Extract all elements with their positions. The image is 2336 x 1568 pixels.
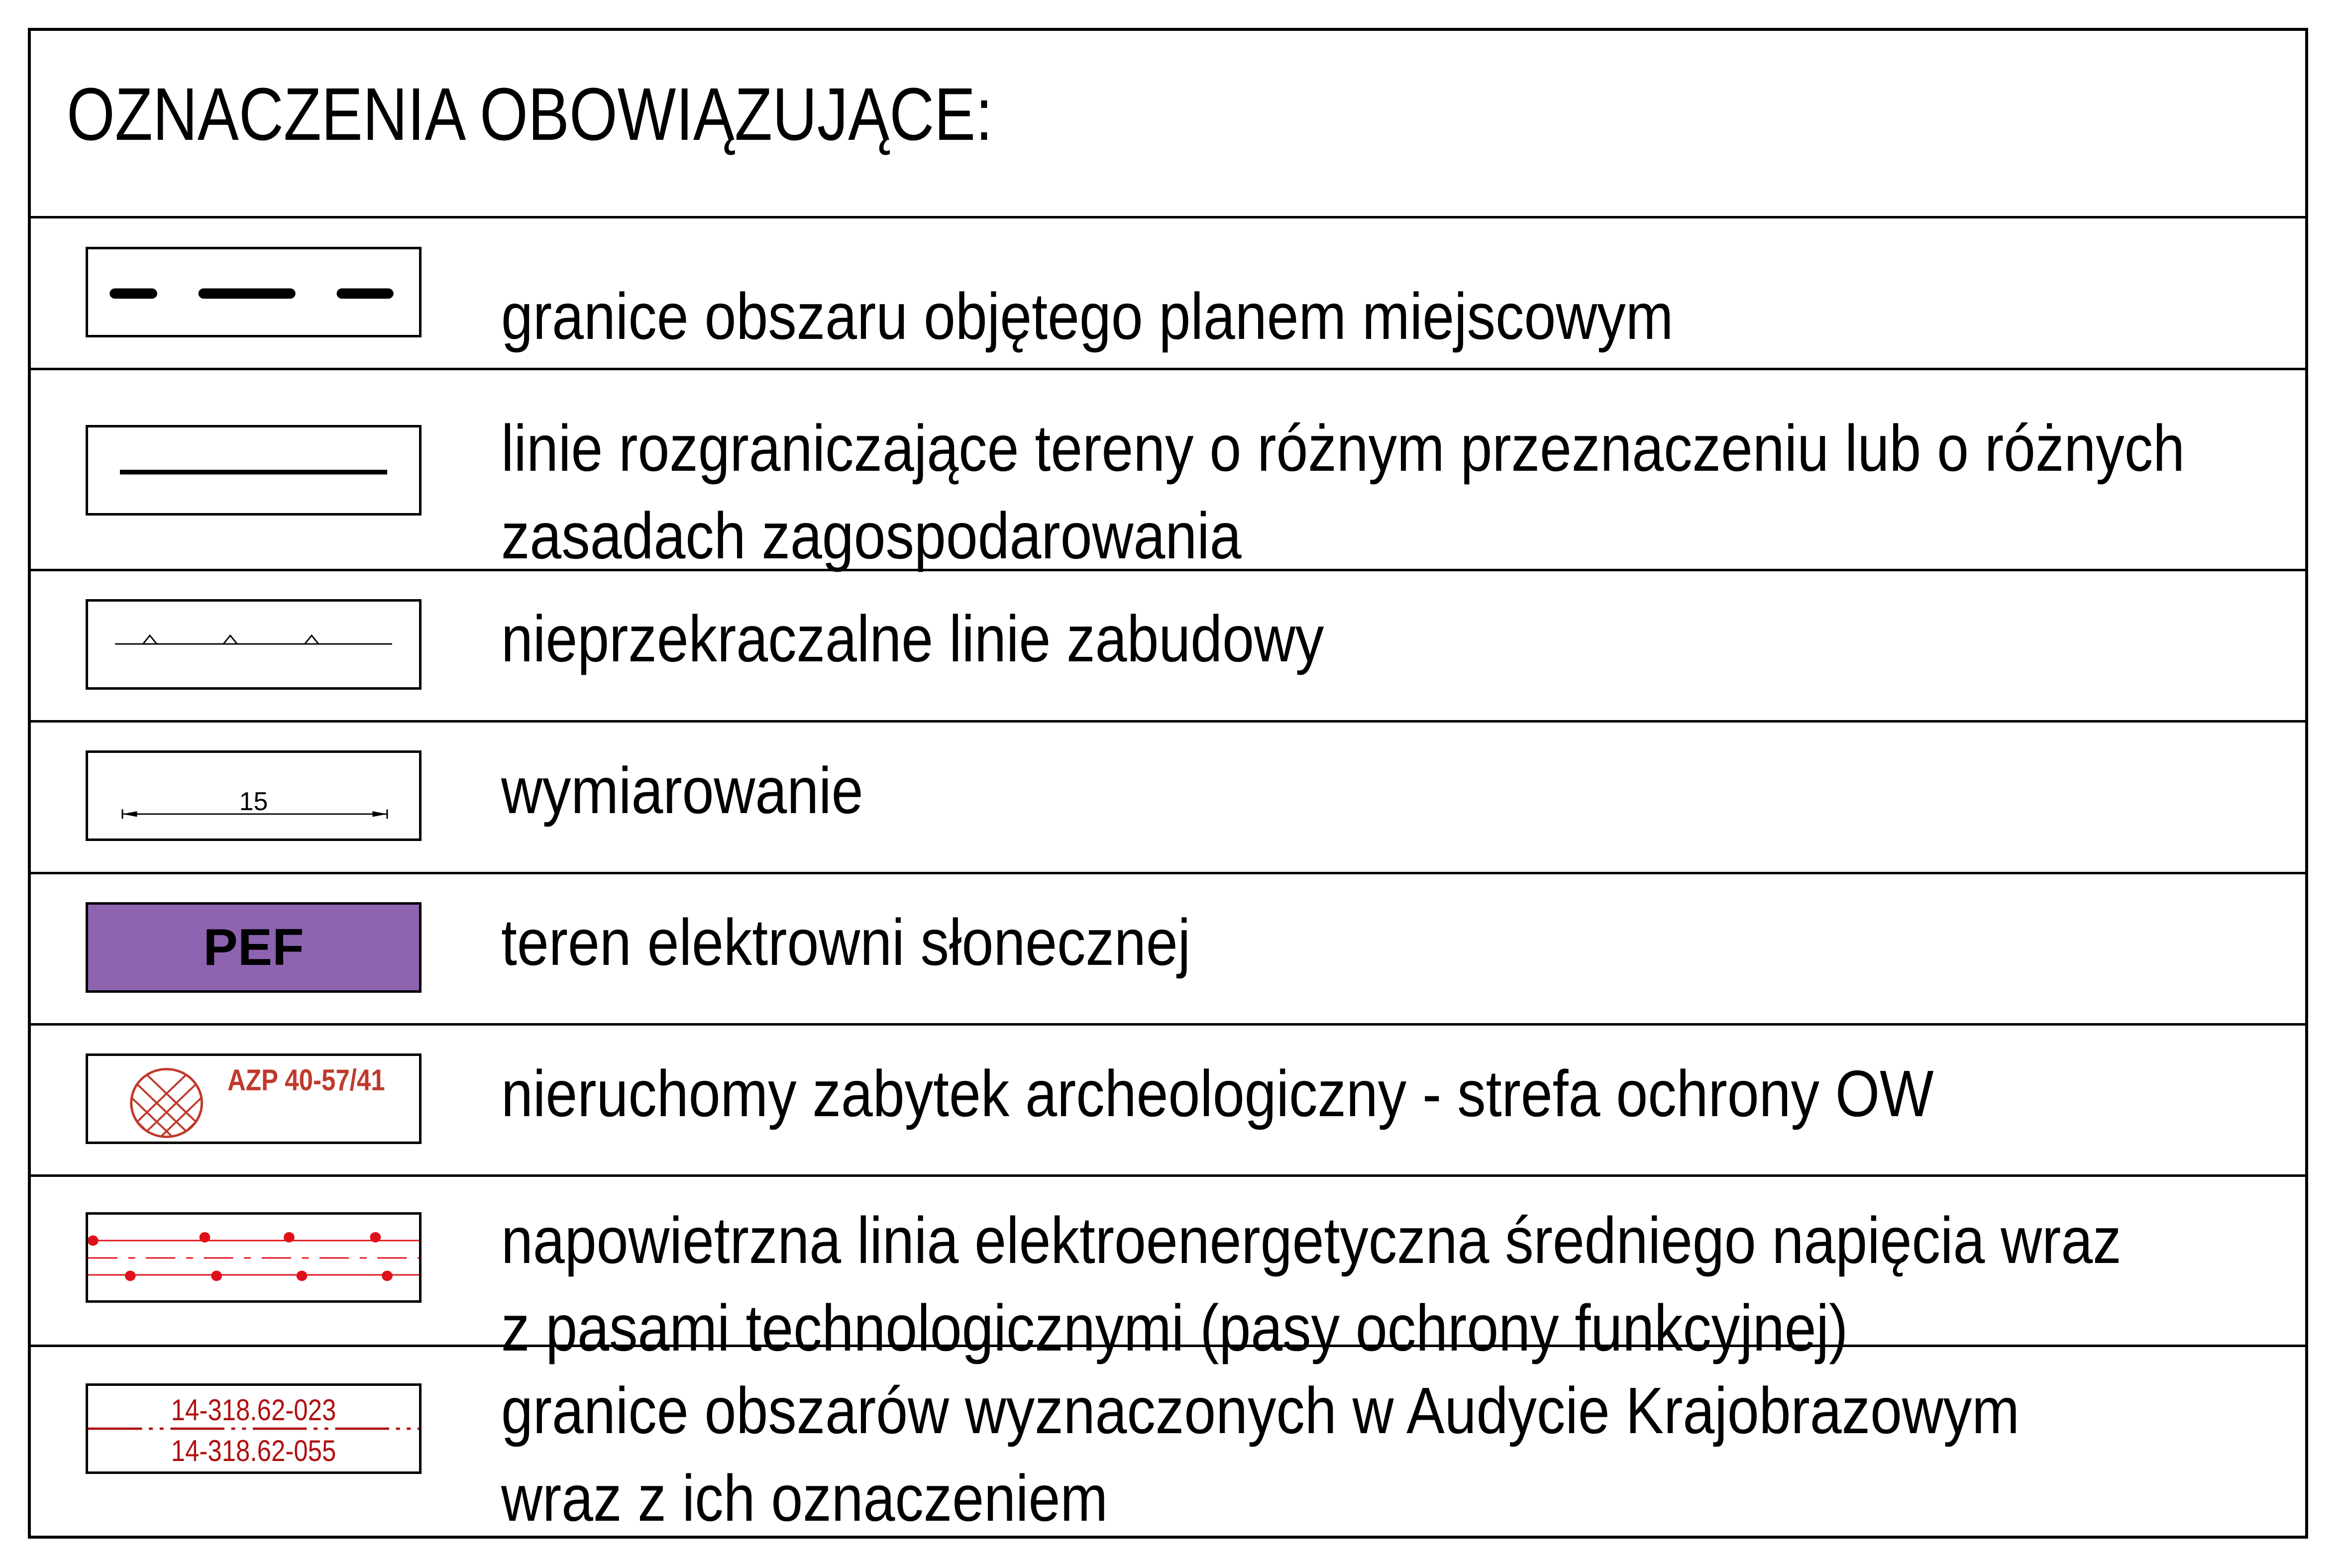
map-legend bbox=[28, 28, 2308, 1539]
legend-title: OZNACZENIA OBOWIĄZUJĄCE: bbox=[67, 72, 993, 156]
legend-desc: granice obszaru objętego planem miejscowym bbox=[501, 280, 1674, 353]
symbol-solid-line bbox=[86, 425, 422, 516]
symbol-power-line bbox=[86, 1212, 422, 1303]
power-line-icon bbox=[88, 1215, 419, 1300]
row-divider bbox=[31, 872, 2305, 874]
row-divider bbox=[31, 720, 2305, 723]
legend-desc: wraz z ich oznaczeniem bbox=[501, 1462, 1108, 1535]
symbol-dashed-thick-line bbox=[86, 247, 422, 337]
legend-desc: teren elektrowni słonecznej bbox=[501, 906, 1191, 979]
legend-desc: napowietrzna linia elektroenergetyczna średniego napięcia wraz bbox=[501, 1204, 2122, 1277]
dashed-line-icon bbox=[88, 249, 419, 335]
symbol-archaeological-site bbox=[86, 1053, 422, 1144]
pef-label: PEF bbox=[203, 918, 304, 976]
row-divider bbox=[31, 216, 2305, 218]
legend-desc: wymiarowanie bbox=[501, 754, 863, 827]
building-line-icon bbox=[88, 602, 419, 687]
audit-label-top: 14-318.62-023 bbox=[171, 1393, 336, 1427]
legend-desc: nieruchomy zabytek archeologiczny - strefa ochrony OW bbox=[501, 1057, 1934, 1130]
legend-desc: z pasami technologicznymi (pasy ochrony funkcyjnej) bbox=[501, 1291, 1848, 1364]
symbol-pef-box bbox=[86, 902, 422, 993]
audit-label-bottom: 14-318.62-055 bbox=[171, 1434, 336, 1467]
legend-desc: zasadach zagospodarowania bbox=[501, 499, 1242, 572]
dimension-value: 15 bbox=[239, 787, 268, 816]
legend-desc: nieprzekraczalne linie zabudowy bbox=[501, 602, 1324, 675]
azp-label: AZP 40-57/41 bbox=[227, 1063, 385, 1097]
legend-desc: linie rozgraniczające tereny o różnym przeznaczeniu lub o różnych bbox=[501, 412, 2185, 485]
row-divider bbox=[31, 368, 2305, 370]
row-divider bbox=[31, 1174, 2305, 1177]
symbol-dimension-line bbox=[86, 750, 422, 841]
symbol-landscape-audit-boundary bbox=[86, 1383, 422, 1474]
solid-line-icon bbox=[88, 427, 419, 513]
row-divider bbox=[31, 1023, 2305, 1026]
legend-desc: granice obszarów wyznaczonych w Audycie Krajobrazowym bbox=[501, 1374, 2020, 1447]
symbol-line-with-carets bbox=[86, 599, 422, 690]
